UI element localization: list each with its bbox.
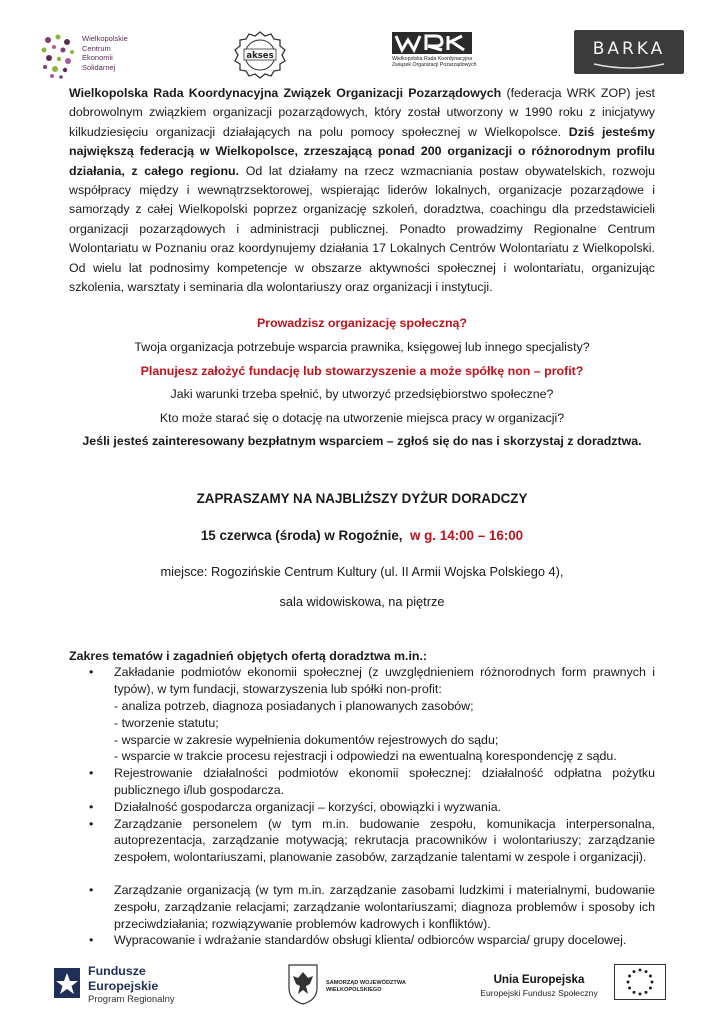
main-content xyxy=(69,84,655,949)
fe-star-icon xyxy=(52,966,82,1000)
wrk-mark-icon xyxy=(392,32,472,54)
bullet-icon: • xyxy=(89,816,94,831)
logo-unia-europejska xyxy=(476,964,666,1004)
invite-date-line xyxy=(69,527,655,545)
topic-text: Zakładanie podmiotów ekonomii społecznej (z uwzględnieniem różnorodnych form prawnych i typów), w tym fundacji, stowarzyszenia lub spółki non-profit: xyxy=(114,665,655,697)
fe-title-2: Europejskie xyxy=(88,978,159,993)
topic-subitem: - wsparcie w zakresie wypełnienia dokumentów rejestrowych do sądu; xyxy=(114,732,499,747)
logo-wies-line: Wielkopolskie xyxy=(82,34,128,43)
samorzad-line-2: WIELKOPOLSKIEGO xyxy=(326,987,382,994)
bullet-icon: • xyxy=(89,766,94,781)
topic-subitem: - tworzenie statutu; xyxy=(114,715,219,730)
invite-block xyxy=(69,490,655,611)
invite-date: 15 czerwca (środa) w Rogoźnie, xyxy=(200,528,403,544)
logo-wies-line: Solidarnej xyxy=(82,62,116,72)
bullet-icon: • xyxy=(89,933,94,948)
logo-wrk-text xyxy=(392,56,502,68)
bullet-icon: • xyxy=(89,883,94,897)
logo-wies-line: Ekonomii xyxy=(82,53,113,63)
topics-title: Zakres tematów i zagadnień objętych ofertą doradztwa m.in.: xyxy=(69,649,428,664)
intro-paragraph xyxy=(69,84,655,297)
flower-logo-icon xyxy=(38,32,78,80)
topic-text: Działalność gospodarcza organizacji – korzyści, obowiązki i wyzwania. xyxy=(114,799,502,814)
list-item xyxy=(69,932,655,949)
logo-wielkopolskie-centrum xyxy=(38,30,148,84)
list-item xyxy=(69,664,655,765)
topic-subitem: - analiza potrzeb, diagnoza posiadanych i planowanych zasobów; xyxy=(114,699,474,714)
fe-title-1: Fundusze xyxy=(88,964,146,978)
list-item xyxy=(69,816,655,866)
question-red-3: Planujesz założyć fundację lub stowarzyszenie a może spółkę non – profit? xyxy=(140,363,584,378)
logo-wrk-line: Związek Organizacji Pozarządowych xyxy=(392,62,477,69)
ue-subtitle: Europejski Fundusz Społeczny xyxy=(480,988,598,998)
topics-section xyxy=(69,648,655,949)
topic-text: Wypracowanie i wdrażanie standardów obsługi klienta/ odbiorców wsparcia/ grupy docelowej. xyxy=(114,933,627,948)
header-logos xyxy=(0,26,724,88)
question-5: Kto może starać się o dotację na utworzenie miejsca pracy w organizacji? xyxy=(159,410,565,425)
list-item xyxy=(69,765,655,799)
intro-org-name: Wielkopolska Rada Koordynacyjna Związek Organizacji Pozarządowych xyxy=(69,86,502,100)
logo-fundusze-europejskie xyxy=(52,962,182,1008)
fe-subtitle: Program Regionalny xyxy=(88,994,175,1005)
eagle-crest-icon xyxy=(286,962,320,1006)
logo-wies-line: Centrum xyxy=(82,43,111,53)
list-item xyxy=(69,882,655,932)
intro-highlight: Dziś jesteśmy największą federacją w Wielkopolsce, zrzeszającą ponad 200 organizacji o różnorodnym profilu działania, z całego regionu. xyxy=(69,124,655,178)
question-red-1: Prowadzisz organizację społeczną? xyxy=(256,316,467,331)
call-to-action: Jeśli jesteś zainteresowany bezpłatnym wsparciem – zgłoś się do nas i skorzystaj z doradztwa. xyxy=(82,434,642,449)
logo-wies-text xyxy=(82,34,128,72)
barka-wave-icon xyxy=(574,30,684,74)
eu-flag-icon xyxy=(614,964,666,1000)
footer-logos xyxy=(0,958,724,1014)
logo-wrk-line: Wielkopolska Rada Koordynacyjna xyxy=(392,56,473,62)
samorzad-text xyxy=(326,980,406,995)
topics-list xyxy=(69,664,655,949)
ue-title: Unia Europejska xyxy=(493,973,585,986)
intro-text-continued: Od lat działamy na rzecz wzmacniania postaw obywatelskich, rozwoju współpracy między i wewnątrzsektorowej, wspierając liderów lokalnych, organizacje pozarządowe i samorządy z całej Wielkopolski poprzez organizację szkoleń, doradztwa, coachingu dla przedstawicieli organizacji pozarządowych i administracji publicznej. Ponadto prowadzimy Regionalne Centrum Wolontariatu w Poznaniu oraz koordynujemy działania 17 Lokalnych Centrów Wolontariatu z Wielkopolski. Od wielu lat podnosimy kompetencje w obszarze aktywności społecznej i wolontariatu, organizując szkolenia, warsztaty i seminaria dla wolontariuszy oraz organizacji i instytucji. xyxy=(69,163,655,295)
akses-seal-icon xyxy=(232,30,288,82)
fe-text xyxy=(88,964,175,1008)
logo-samorzad xyxy=(286,960,426,1010)
eu-stars-icon xyxy=(615,965,665,999)
bullet-icon: • xyxy=(89,799,94,814)
samorzad-line-1: SAMORZĄD WOJEWÓDZTWA xyxy=(326,980,406,986)
invite-title: ZAPRASZAMY NA NAJBLIŻSZY DYŻUR DORADCZY xyxy=(196,491,528,507)
list-item xyxy=(69,799,655,816)
questions-block xyxy=(69,312,655,454)
invite-place: miejsce: Rogozińskie Centrum Kultury (ul. II Armii Wojska Polskiego 4), xyxy=(160,564,564,580)
topic-text: Rejestrowanie działalności podmiotów ekonomii społecznej: działalność odpłatna pożytku publicznego i/lub gospodarcza. xyxy=(114,766,655,798)
logo-barka-label: BARKA xyxy=(592,39,666,59)
ue-text xyxy=(476,972,602,999)
logo-akses xyxy=(232,30,288,82)
question-2: Twoja organizacja potrzebuje wsparcia prawnika, księgowej lub innego specjalisty? xyxy=(134,340,590,355)
logo-wrk xyxy=(392,32,502,82)
logo-barka xyxy=(574,30,684,74)
invite-hall: sala widowiskowa, na piętrze xyxy=(279,594,445,610)
intro-text: (federacja WRK ZOP) jest dobrowolnym związkiem organizacji pozarządowych, który został utworzony w 1990 roku z inicjatywy kilkudziesięciu organizacji działających na polu pomocy społecznej w Wielkopolsce. xyxy=(69,86,655,139)
bullet-icon: • xyxy=(89,665,94,680)
topic-text: Zarządzanie personelem (w tym m.in. budowanie zespołu, komunikacja interpersonalna, autoprezentacja, zarządzanie motywacją; rekrutacja pracowników i wolontariuszy; zarządzanie zespołem, wolontariuszami, planowanie zasobów, zarządzanie talentami w zespole i organizacji). xyxy=(114,816,655,865)
logo-akses-label: akses xyxy=(246,51,274,61)
topic-text: Zarządzanie organizacją (w tym m.in. zarządzanie zasobami ludzkimi i materialnymi, budowanie zespołu, zarządzanie relacjami; zarządzanie wolontariuszami; diagnoza problemów i sposoby ich przeciwdziałania; rozwiązywanie problemów kadrowych i konfliktów). xyxy=(114,883,655,931)
question-4: Jaki warunki trzeba spełnić, by utworzyć przedsiębiorstwo społeczne? xyxy=(170,387,554,402)
topic-subitem: - wsparcie w trakcie procesu rejestracji i odpowiedzi na ewentualną korespondencję z sądu. xyxy=(114,749,617,764)
invite-time: w g. 14:00 – 16:00 xyxy=(409,528,524,544)
